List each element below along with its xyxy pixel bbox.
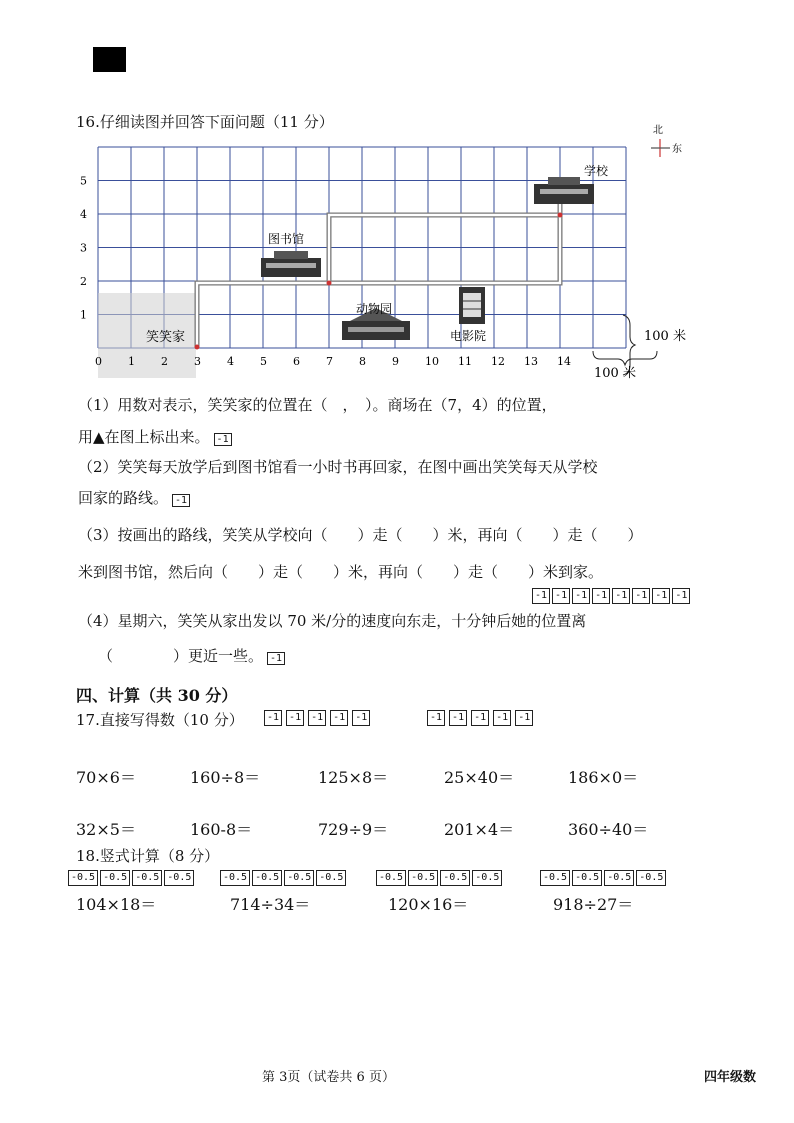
deduct-box: -1 — [264, 710, 282, 726]
section4-title: 四、计算（共 30 分） — [76, 686, 238, 705]
q16-3-deduct-row — [532, 588, 690, 604]
x-tick-label: 0 — [95, 355, 102, 368]
q17-r2-c4: 201×4＝ — [444, 820, 515, 839]
y-tick-label: 4 — [80, 208, 87, 221]
y-tick-label: 2 — [80, 275, 87, 288]
q16-2-line-b — [78, 487, 190, 508]
q17-r2-c1: 32×5＝ — [76, 820, 136, 839]
q16-1-line-a: （1）用数对表示，笑笑家的位置在（ ， ）。商场在（7，4）的位置， — [78, 396, 557, 414]
q17-r2-c3: 729÷9＝ — [318, 820, 389, 839]
cinema-building-icon — [459, 287, 485, 324]
corner-black-mark — [93, 47, 126, 72]
deduct-box: -1 — [352, 710, 370, 726]
deduct-box: -1 — [449, 710, 467, 726]
q18-deduct-group-4 — [540, 870, 666, 886]
q17-deduct-row-left — [264, 710, 370, 726]
compass-icon — [651, 124, 682, 157]
x-tick-label: 11 — [458, 355, 472, 368]
x-tick-label: 14 — [557, 355, 571, 368]
q16-4-text-b: （ ）更近一些。 — [98, 647, 264, 665]
q17-r1-c3: 125×8＝ — [318, 768, 389, 787]
y-tick-label: 1 — [80, 308, 87, 322]
deduct-box: -1 — [172, 494, 190, 507]
label-library: 图书馆 — [268, 232, 305, 246]
deduct-box: -1 — [672, 588, 690, 604]
deduct-box: -1 — [267, 652, 285, 665]
deduct-box: -0.5 — [440, 870, 470, 886]
deduct-box: -1 — [632, 588, 650, 604]
deduct-box: -1 — [572, 588, 590, 604]
q16-3-line-b: 米到图书馆，然后向（ ）走（ ）米，再向（ ）走（ ）米到家。 — [78, 563, 604, 581]
x-tick-label: 3 — [194, 355, 201, 368]
deduct-box: -0.5 — [572, 870, 602, 886]
deduct-box: -0.5 — [284, 870, 314, 886]
deduct-box: -0.5 — [220, 870, 250, 886]
deduct-box: -1 — [652, 588, 670, 604]
footer-page-number: 第 3页（试卷共 6 页） — [262, 1070, 395, 1085]
deduct-box: -1 — [471, 710, 489, 726]
x-tick-label: 10 — [425, 355, 439, 368]
deduct-box: -1 — [493, 710, 511, 726]
deduct-box: -1 — [330, 710, 348, 726]
q18-item-4: 918÷27＝ — [553, 895, 634, 914]
q17-r2-c2: 160-8＝ — [190, 820, 253, 839]
x-tick-label: 9 — [392, 355, 399, 368]
q17-title: 17.直接写得数（10 分） — [76, 711, 244, 729]
x-tick-label: 4 — [227, 355, 234, 368]
library-building-icon — [261, 251, 321, 277]
q18-item-1: 104×18＝ — [76, 895, 157, 914]
label-cinema: 电影院 — [450, 329, 487, 343]
deduct-box: -0.5 — [472, 870, 502, 886]
compass-north: 北 — [653, 125, 663, 136]
deduct-box: -0.5 — [376, 870, 406, 886]
deduct-box: -1 — [214, 433, 232, 446]
deduct-box: -1 — [592, 588, 610, 604]
label-school: 学校 — [584, 164, 609, 178]
q17-r1-c2: 160÷8＝ — [190, 768, 261, 787]
q18-item-3: 120×16＝ — [388, 895, 469, 914]
x-tick-label: 8 — [359, 355, 366, 368]
deduct-box: -0.5 — [604, 870, 634, 886]
q17-deduct-row-right — [427, 710, 533, 726]
deduct-box: -0.5 — [100, 870, 130, 886]
q17-r1-c1: 70×6＝ — [76, 768, 136, 787]
compass-east: 东 — [672, 144, 682, 155]
deduct-box: -0.5 — [408, 870, 438, 886]
q17-r2-c5: 360÷40＝ — [568, 820, 649, 839]
deduct-box: -1 — [427, 710, 445, 726]
deduct-box: -0.5 — [132, 870, 162, 886]
x-tick-label: 2 — [161, 355, 168, 368]
deduct-box: -1 — [612, 588, 630, 604]
deduct-box: -1 — [515, 710, 533, 726]
q16-1-text-b: 用▲在图上标出来。 — [78, 428, 210, 446]
deduct-box: -0.5 — [252, 870, 282, 886]
x-tick-label: 13 — [524, 355, 538, 368]
scale-vertical-label: 100 米 — [644, 329, 686, 344]
deduct-box: -1 — [532, 588, 550, 604]
q16-title: 16.仔细读图并回答下面问题（11 分） — [76, 113, 334, 131]
label-home: 笑笑家 — [146, 330, 186, 345]
q18-title: 18.竖式计算（8 分） — [76, 847, 220, 865]
deduct-box: -0.5 — [316, 870, 346, 886]
x-tick-label: 7 — [326, 355, 333, 368]
deduct-box: -1 — [286, 710, 304, 726]
y-tick-label: 3 — [80, 241, 87, 255]
x-tick-label: 12 — [491, 355, 505, 368]
q16-2-line-a: （2）笑笑每天放学后到图书馆看一小时书再回家，在图中画出笑笑每天从学校 — [78, 458, 598, 476]
q18-deduct-group-1 — [68, 870, 194, 886]
q16-2-text-b: 回家的路线。 — [78, 489, 169, 507]
q17-r1-c4: 25×40＝ — [444, 768, 515, 787]
q16-3-line-a: （3）按画出的路线，笑笑从学校向（ ）走（ ）米，再向（ ）走（ ） — [78, 526, 643, 544]
footer-grade: 四年级数 — [704, 1070, 757, 1085]
deduct-box: -0.5 — [636, 870, 666, 886]
deduct-box: -0.5 — [164, 870, 194, 886]
deduct-box: -0.5 — [540, 870, 570, 886]
q17-r1-c5: 186×0＝ — [568, 768, 639, 787]
y-tick-label: 5 — [80, 174, 87, 188]
q16-4-line-a: （4）星期六，笑笑从家出发以 70 米/分的速度向东走，十分钟后她的位置离 — [78, 612, 587, 630]
deduct-box: -1 — [552, 588, 570, 604]
label-zoo: 动物园 — [356, 302, 393, 316]
q18-item-2: 714÷34＝ — [230, 895, 311, 914]
deduct-box: -1 — [308, 710, 326, 726]
x-tick-label: 1 — [128, 355, 135, 368]
deduct-box: -0.5 — [68, 870, 98, 886]
school-building-icon — [534, 177, 594, 204]
x-tick-label: 6 — [293, 355, 300, 368]
scale-horizontal-label: 100 米 — [594, 366, 636, 381]
q18-deduct-group-2 — [220, 870, 346, 886]
q16-1-line-b — [78, 426, 232, 447]
q16-4-line-b — [98, 645, 285, 666]
q18-deduct-group-3 — [376, 870, 502, 886]
x-tick-label: 5 — [260, 355, 267, 368]
scale-bracket-horizontal — [593, 351, 657, 365]
location-map — [60, 115, 720, 385]
